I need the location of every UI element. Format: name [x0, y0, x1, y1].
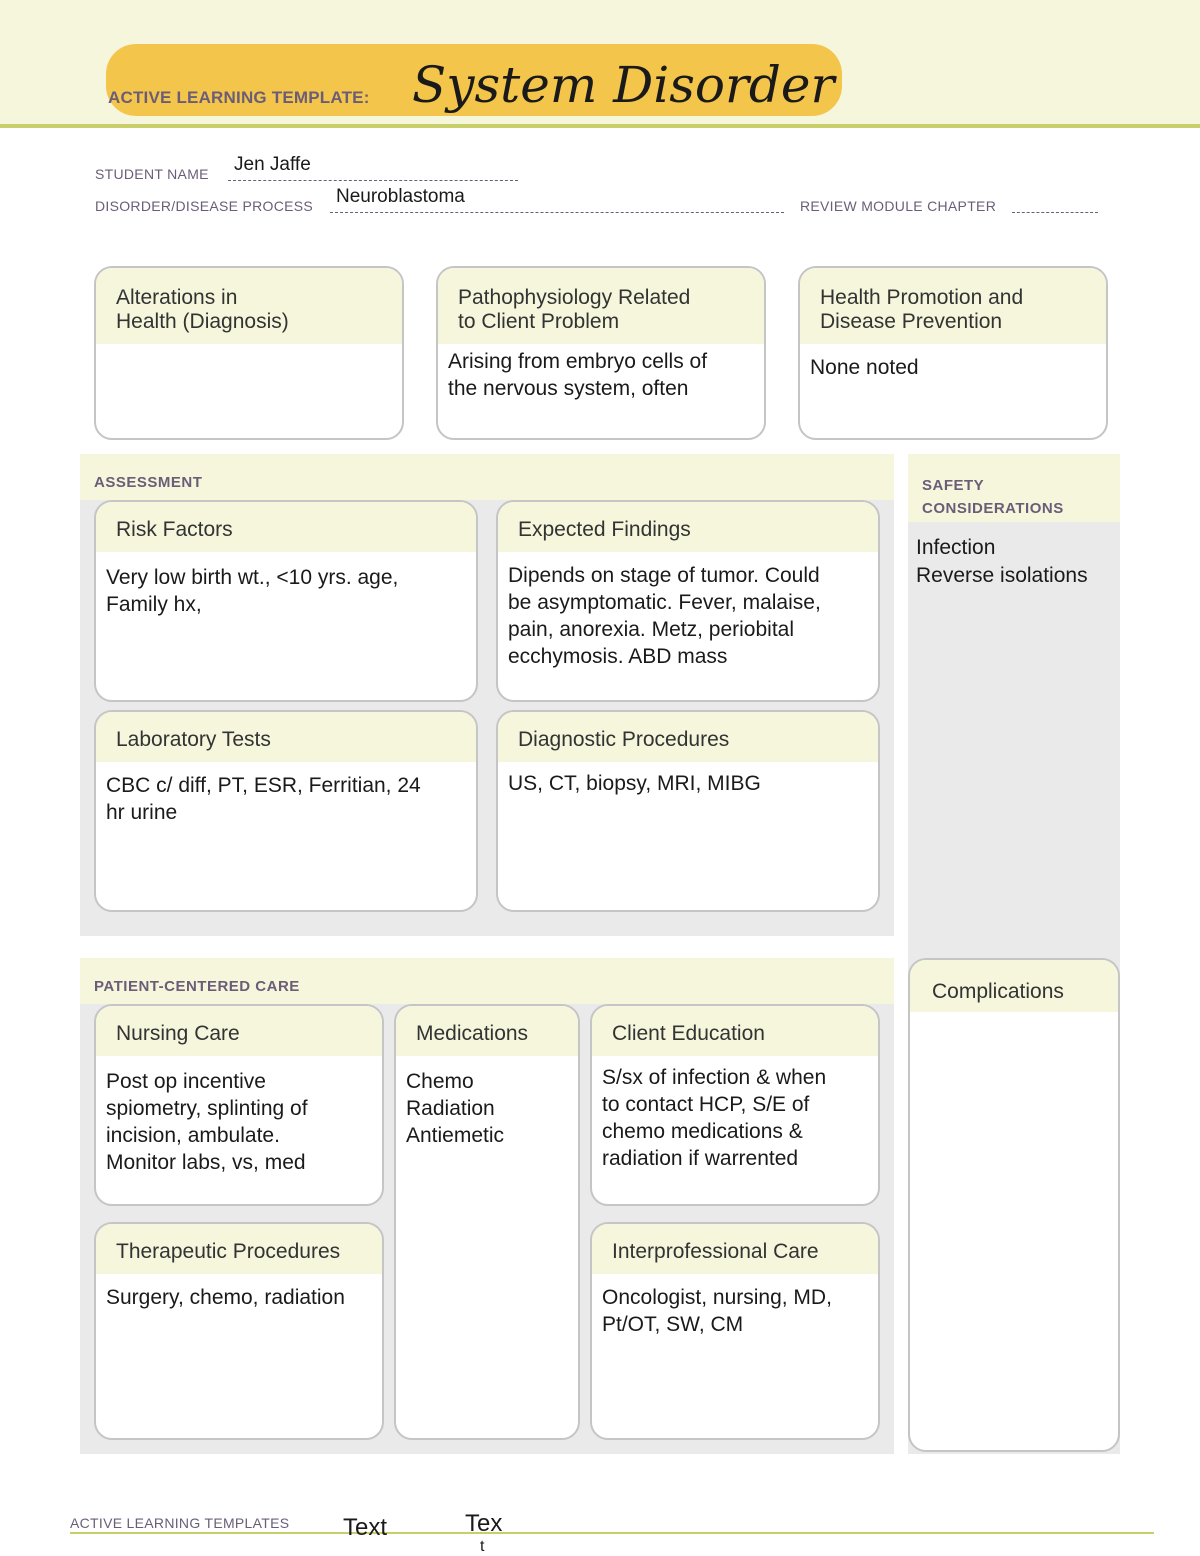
- interprofessional-care-title: Interprofessional Care: [592, 1224, 878, 1274]
- pathophysiology-header: [438, 268, 764, 344]
- review-module-field[interactable]: [1012, 212, 1098, 213]
- nursing-care-box: [94, 1004, 384, 1206]
- complications-box: [908, 958, 1120, 1452]
- complications-title: Complications: [910, 960, 1118, 1012]
- footer-text-field-2[interactable]: Tex: [465, 1510, 503, 1537]
- laboratory-tests-box: [94, 710, 478, 912]
- expected-findings-box: [496, 500, 880, 702]
- patient-care-label: PATIENT-CENTERED CARE: [94, 978, 300, 995]
- review-module-label: REVIEW MODULE CHAPTER: [800, 198, 997, 214]
- disorder-underline: [330, 212, 784, 213]
- student-name-underline: [228, 180, 518, 181]
- template-title: System Disorder: [412, 56, 835, 114]
- pathophysiology-title-line1: Pathophysiology Related: [458, 286, 691, 309]
- laboratory-tests-content[interactable]: CBC c/ diff, PT, ESR, Ferritian, 24 hr urine: [106, 774, 421, 824]
- risk-factors-content[interactable]: Very low birth wt., <10 yrs. age, Family hx,: [106, 566, 399, 616]
- alterations-content[interactable]: [96, 344, 402, 350]
- template-label: ACTIVE LEARNING TEMPLATE:: [108, 88, 370, 107]
- nursing-care-title: Nursing Care: [96, 1006, 382, 1056]
- safety-label-line1: SAFETY: [922, 477, 985, 494]
- nursing-care-content[interactable]: Post op incentive spiometry, splinting of incision, ambulate. Monitor labs, vs, med: [106, 1070, 308, 1174]
- footer-label: ACTIVE LEARNING TEMPLATES: [70, 1515, 290, 1531]
- medications-title: Medications: [396, 1006, 578, 1056]
- alterations-box: [94, 266, 404, 440]
- footer-text-field-2-overflow: t: [480, 1538, 485, 1555]
- medications-box: [394, 1004, 580, 1440]
- client-education-title: Client Education: [592, 1006, 878, 1056]
- diagnostic-procedures-content[interactable]: US, CT, biopsy, MRI, MIBG: [508, 772, 761, 795]
- health-promotion-header: [800, 268, 1106, 344]
- interprofessional-care-content[interactable]: Oncologist, nursing, MD, Pt/OT, SW, CM: [602, 1286, 832, 1336]
- safety-label-line2: CONSIDERATIONS: [922, 500, 1064, 517]
- laboratory-tests-title: Laboratory Tests: [96, 712, 476, 762]
- disorder-field[interactable]: Neuroblastoma: [336, 186, 465, 207]
- expected-findings-content[interactable]: Dipends on stage of tumor. Could be asymptomatic. Fever, malaise, pain, anorexia. Metz, periobital ecchymosis. ABD mass: [508, 564, 821, 668]
- interprofessional-care-box: [590, 1222, 880, 1440]
- footer-text-field-1[interactable]: Text: [343, 1514, 388, 1541]
- alterations-title-line1: Alterations in: [116, 286, 238, 309]
- client-education-box: [590, 1004, 880, 1206]
- student-name-field[interactable]: Jen Jaffe: [234, 154, 311, 175]
- client-education-content[interactable]: S/sx of infection & when to contact HCP, S/E of chemo medications & radiation if warrented: [602, 1066, 827, 1170]
- complications-content[interactable]: [910, 1012, 1118, 1018]
- alterations-header: [96, 268, 402, 344]
- risk-factors-title: Risk Factors: [96, 502, 476, 552]
- risk-factors-box: [94, 500, 478, 702]
- safety-label: [922, 474, 1064, 520]
- student-name-label: STUDENT NAME: [95, 166, 209, 182]
- health-promotion-title-line2: Disease Prevention: [820, 310, 1003, 333]
- alterations-title-line2: Health (Diagnosis): [116, 310, 289, 333]
- expected-findings-title: Expected Findings: [498, 502, 878, 552]
- therapeutic-procedures-box: [94, 1222, 384, 1440]
- therapeutic-procedures-content[interactable]: Surgery, chemo, radiation: [106, 1286, 345, 1309]
- diagnostic-procedures-box: [496, 710, 880, 912]
- therapeutic-procedures-title: Therapeutic Procedures: [96, 1224, 382, 1274]
- assessment-label: ASSESSMENT: [94, 474, 203, 491]
- safety-content[interactable]: Infection Reverse isolations: [916, 536, 1088, 587]
- pathophysiology-content[interactable]: Arising from embryo cells of the nervous system, often: [448, 350, 708, 400]
- health-promotion-box: [798, 266, 1108, 440]
- footer-rule: [70, 1532, 1154, 1534]
- pathophysiology-box: [436, 266, 766, 440]
- health-promotion-title-line1: Health Promotion and: [820, 286, 1024, 309]
- pathophysiology-title-line2: to Client Problem: [458, 310, 620, 333]
- header-rule: [0, 124, 1200, 128]
- health-promotion-content[interactable]: None noted: [810, 356, 919, 379]
- medications-content[interactable]: Chemo Radiation Antiemetic: [406, 1070, 505, 1147]
- disorder-label: DISORDER/DISEASE PROCESS: [95, 198, 314, 214]
- diagnostic-procedures-title: Diagnostic Procedures: [498, 712, 878, 762]
